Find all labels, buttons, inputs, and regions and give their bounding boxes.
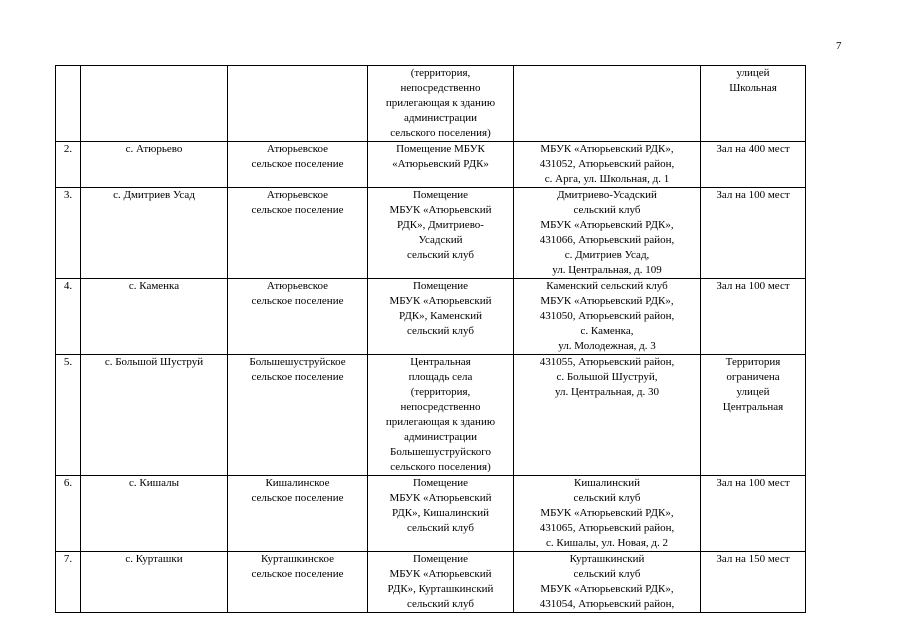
table-row xyxy=(56,66,806,142)
settlement-cell: Атюрьевское сельское поселение xyxy=(228,279,368,355)
capacity-cell: Зал на 100 мест xyxy=(701,279,806,355)
village-cell: с. Атюрьево xyxy=(81,142,228,188)
address-cell: Кишалинский сельский клуб МБУК «Атюрьевский РДК», 431065, Атюрьевский район, с. Кишалы, ул. Новая, д. 2 xyxy=(514,476,701,552)
capacity-cell: Зал на 100 мест xyxy=(701,476,806,552)
address-cell: Курташкинский сельский клуб МБУК «Атюрьевский РДК», 431054, Атюрьевский район, xyxy=(514,552,701,613)
row-number-cell: 5. xyxy=(56,355,81,476)
settlement-cell: Большешуструйское сельское поселение xyxy=(228,355,368,476)
place-cell: Помещение МБУК «Атюрьевский РДК», Дмитриево- Усадский сельский клуб xyxy=(368,188,514,279)
village-cell: с. Курташки xyxy=(81,552,228,613)
place-cell: Центральная площадь села (территория, непосредственно прилегающая к зданию администрации Большешуструйского сельского поселения) xyxy=(368,355,514,476)
page-number: 7 xyxy=(836,40,842,52)
row-number-cell: 7. xyxy=(56,552,81,613)
row-number-cell xyxy=(56,66,81,142)
table-row xyxy=(56,476,806,552)
settlement-cell xyxy=(228,66,368,142)
capacity-cell: Зал на 400 мест xyxy=(701,142,806,188)
settlement-cell: Атюрьевское сельское поселение xyxy=(228,142,368,188)
place-cell: Помещение МБУК «Атюрьевский РДК», Курташкинский сельский клуб xyxy=(368,552,514,613)
village-cell: с. Каменка xyxy=(81,279,228,355)
village-cell: с. Дмитриев Усад xyxy=(81,188,228,279)
village-cell: с. Кишалы xyxy=(81,476,228,552)
village-cell xyxy=(81,66,228,142)
row-number-cell: 6. xyxy=(56,476,81,552)
address-cell: Каменский сельский клуб МБУК «Атюрьевский РДК», 431050, Атюрьевский район, с. Каменка, ул. Молодежная, д. 3 xyxy=(514,279,701,355)
address-cell xyxy=(514,66,701,142)
place-cell: (территория, непосредственно прилегающая к зданию администрации сельского поселения) xyxy=(368,66,514,142)
place-cell: Помещение МБУК «Атюрьевский РДК» xyxy=(368,142,514,188)
polling-places-table xyxy=(55,65,806,613)
table-row xyxy=(56,188,806,279)
address-cell: 431055, Атюрьевский район, с. Большой Шуструй, ул. Центральная, д. 30 xyxy=(514,355,701,476)
row-number-cell: 3. xyxy=(56,188,81,279)
place-cell: Помещение МБУК «Атюрьевский РДК», Кишалинский сельский клуб xyxy=(368,476,514,552)
row-number-cell: 4. xyxy=(56,279,81,355)
settlement-cell: Курташкинское сельское поселение xyxy=(228,552,368,613)
settlement-cell: Атюрьевское сельское поселение xyxy=(228,188,368,279)
table-row xyxy=(56,552,806,613)
capacity-cell: Зал на 150 мест xyxy=(701,552,806,613)
capacity-cell: Территория ограничена улицей Центральная xyxy=(701,355,806,476)
address-cell: МБУК «Атюрьевский РДК», 431052, Атюрьевский район, с. Арга, ул. Школьная, д. 1 xyxy=(514,142,701,188)
capacity-cell: улицей Школьная xyxy=(701,66,806,142)
table-row xyxy=(56,142,806,188)
village-cell: с. Большой Шуструй xyxy=(81,355,228,476)
row-number-cell: 2. xyxy=(56,142,81,188)
capacity-cell: Зал на 100 мест xyxy=(701,188,806,279)
address-cell: Дмитриево-Усадский сельский клуб МБУК «Атюрьевский РДК», 431066, Атюрьевский район, с. Дмитриев Усад, ул. Центральная, д. 109 xyxy=(514,188,701,279)
settlement-cell: Кишалинское сельское поселение xyxy=(228,476,368,552)
place-cell: Помещение МБУК «Атюрьевский РДК», Каменский сельский клуб xyxy=(368,279,514,355)
table-row xyxy=(56,355,806,476)
table-row xyxy=(56,279,806,355)
